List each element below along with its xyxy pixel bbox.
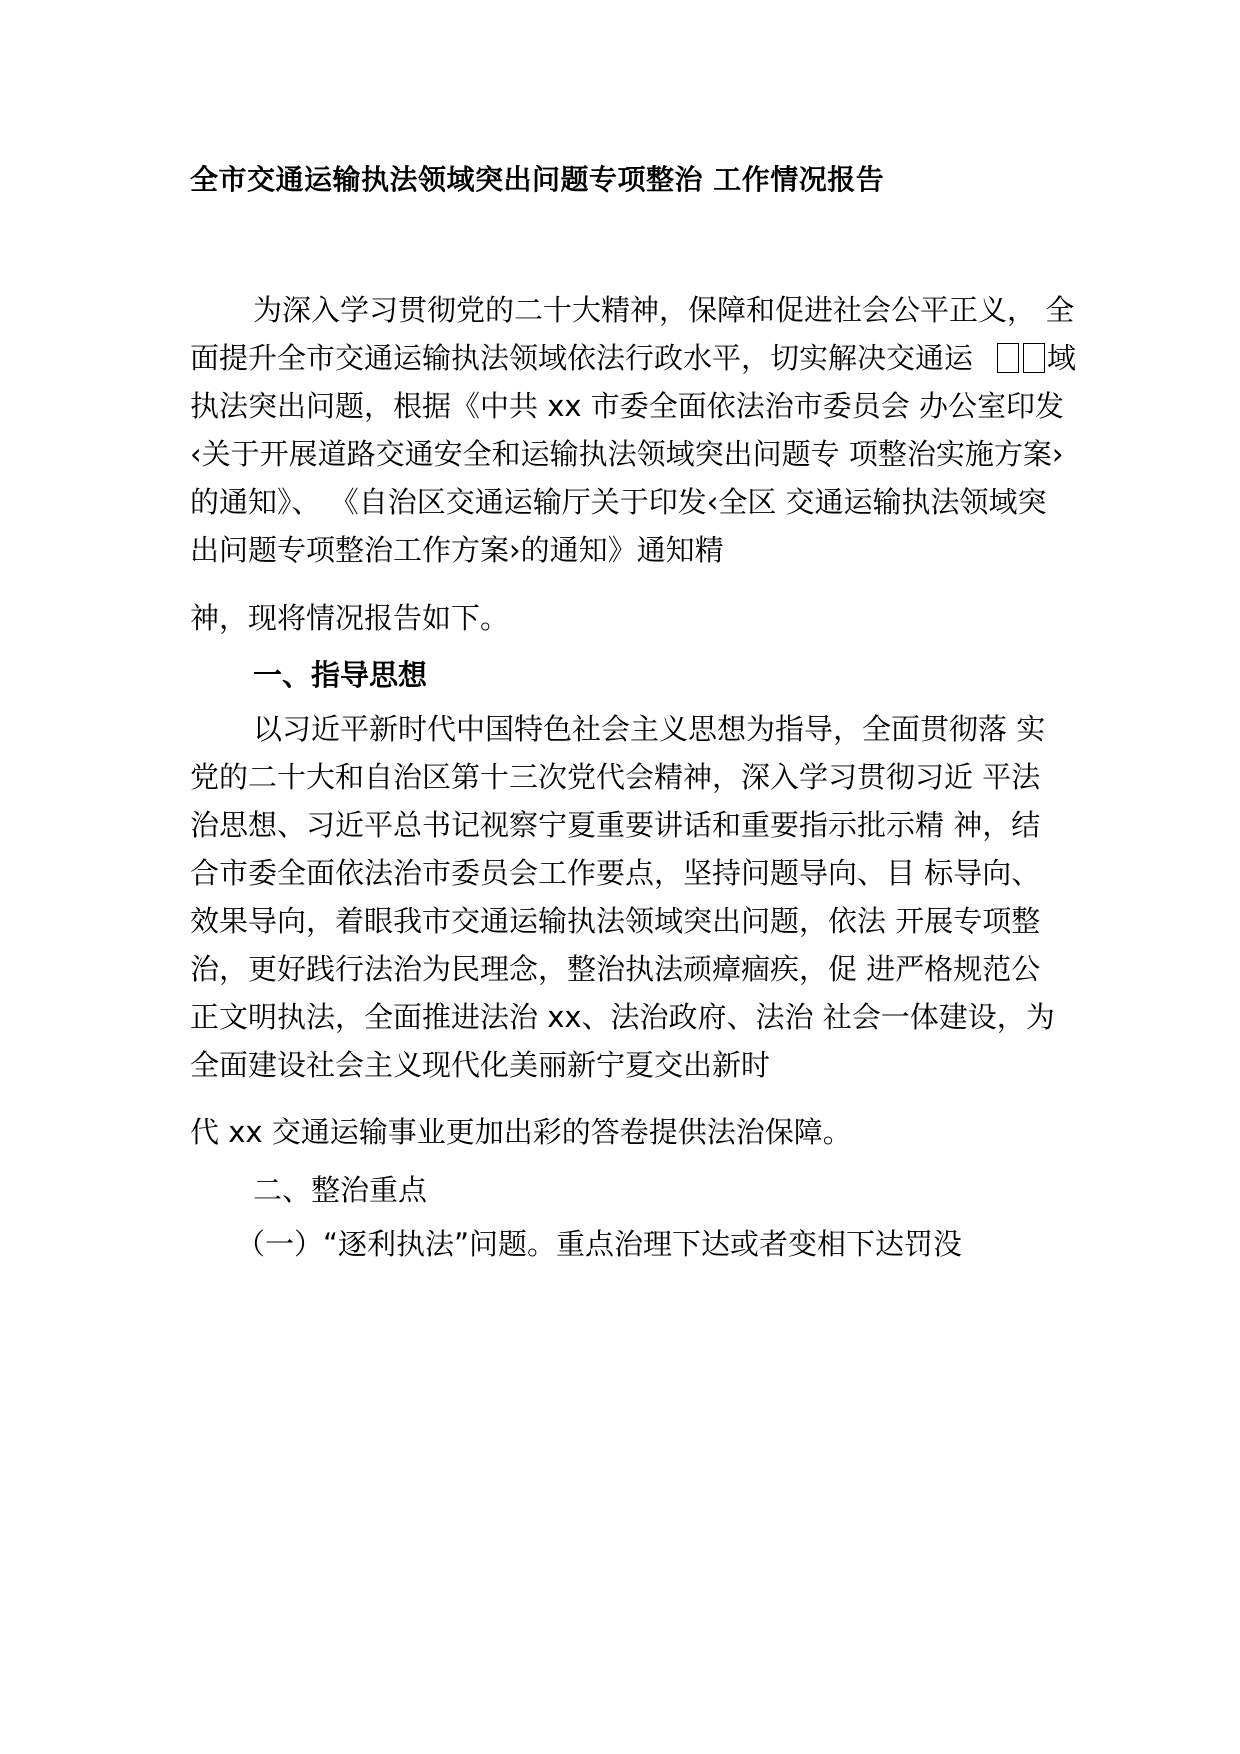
section-1-line-2: 党的二十大和自治区第十三次党代会精神，深入学习贯彻习近 平法 <box>190 760 1041 794</box>
intro-line-1: 为深入学习贯彻党的二十大精神，保障和促进社会公平正义， 全 <box>253 293 1075 327</box>
section-1-line-8: 全面建设社会主义现代化美丽新宁夏交出新时 <box>190 1048 771 1082</box>
intro-line-2-text: 面提升全市交通运输执法领域依法行政水平，切实解决交通运 <box>190 341 974 375</box>
intro-line-4: ‹关于开展道路交通安全和运输执法领域突出问题专 项整治实施方案› <box>190 437 1064 471</box>
document-title: 全市交通运输执法领域突出问题专项整治 工作情况报告 <box>190 163 885 196</box>
missing-glyph-box <box>1023 343 1045 373</box>
section-1-line-3: 治思想、习近平总书记视察宁夏重要讲话和重要指示批示精 神，结 <box>190 808 1041 842</box>
section-2-item-1: （一）“逐利执法”问题。重点治理下达或者变相下达罚没 <box>236 1227 963 1261</box>
section-1-line-7: 正文明执法，全面推进法治 xx、法治政府、法治 社会一体建设，为 <box>190 1000 1055 1034</box>
section-2-heading: 二、整治重点 <box>253 1173 428 1207</box>
section-1-heading: 一、指导思想 <box>253 658 428 692</box>
section-1-line-1: 以习近平新时代中国特色社会主义思想为指导，全面贯彻落 实 <box>253 712 1046 746</box>
intro-line-2-tail: 域 <box>1047 341 1077 375</box>
intro-line-7: 神，现将情况报告如下。 <box>190 601 510 635</box>
missing-glyph-box <box>997 343 1019 373</box>
section-1-line-4: 合市委全面依法治市委员会工作要点，坚持问题导向、目 标导向、 <box>190 856 1041 890</box>
intro-line-5: 的通知》、 《自治区交通运输厅关于印发‹全区 交通运输执法领域突 <box>190 485 1047 519</box>
intro-line-3: 执法突出问题，根据《中共 xx 市委全面依法治市委员会 办公室印发 <box>190 389 1064 423</box>
intro-line-2 <box>190 338 1076 378</box>
section-1-line-9: 代 xx 交通运输事业更加出彩的答卷提供法治保障。 <box>190 1115 852 1149</box>
section-1-line-5: 效果导向，着眼我市交通运输执法领域突出问题，依法 开展专项整 <box>190 904 1041 938</box>
intro-line-6: 出问题专项整治工作方案›的通知》通知精 <box>190 533 724 567</box>
section-1-line-6: 治，更好践行法治为民理念，整治执法顽瘴痼疾，促 进严格规范公 <box>190 952 1041 986</box>
